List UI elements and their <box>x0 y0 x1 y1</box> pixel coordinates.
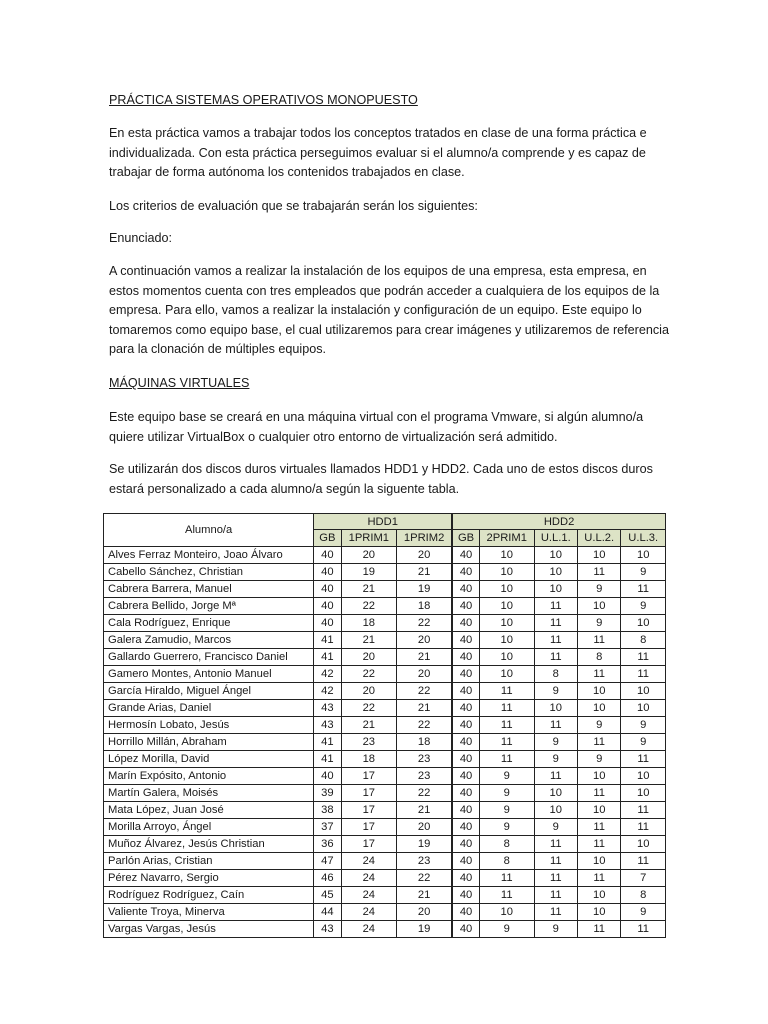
value-cell: 10 <box>577 887 620 904</box>
student-name-cell: Rodríguez Rodríguez, Caín <box>104 887 314 904</box>
value-cell: 11 <box>534 768 577 785</box>
table-row <box>104 666 666 683</box>
value-cell: 11 <box>577 734 620 751</box>
value-cell: 9 <box>621 717 666 734</box>
value-cell: 22 <box>397 717 453 734</box>
table-row <box>104 853 666 870</box>
value-cell: 40 <box>452 904 479 921</box>
value-cell: 40 <box>314 547 341 564</box>
value-cell: 40 <box>452 734 479 751</box>
value-cell: 20 <box>397 632 453 649</box>
table-row <box>104 785 666 802</box>
value-cell: 10 <box>534 700 577 717</box>
hdd1-header: HDD1 <box>314 514 452 530</box>
value-cell: 18 <box>397 598 453 615</box>
value-cell: 40 <box>452 700 479 717</box>
value-cell: 11 <box>577 819 620 836</box>
value-cell: 40 <box>452 547 479 564</box>
value-cell: 10 <box>479 598 534 615</box>
value-cell: 17 <box>341 785 397 802</box>
table-row <box>104 564 666 581</box>
page-title: PRÁCTICA SISTEMAS OPERATIVOS MONOPUESTO <box>109 93 418 107</box>
disk-assignment-table <box>103 513 666 938</box>
value-cell: 20 <box>397 666 453 683</box>
value-cell: 8 <box>479 836 534 853</box>
intro-paragraph: En esta práctica vamos a trabajar todos los conceptos tratados en clase de una forma práctica e individualizada. Con esta práctica perseguimos evaluar si el alumno/a comprende y es capaz de trabajar de forma autónoma los contenidos trabajados en clase. <box>109 126 647 179</box>
value-cell: 45 <box>314 887 341 904</box>
value-cell: 10 <box>577 683 620 700</box>
sub-header: GB <box>452 530 479 547</box>
table-row <box>104 921 666 938</box>
value-cell: 40 <box>452 921 479 938</box>
value-cell: 8 <box>534 666 577 683</box>
value-cell: 40 <box>452 564 479 581</box>
value-cell: 11 <box>479 683 534 700</box>
value-cell: 40 <box>452 666 479 683</box>
value-cell: 17 <box>341 802 397 819</box>
value-cell: 10 <box>621 683 666 700</box>
student-name-cell: Cabrera Bellido, Jorge Mª <box>104 598 314 615</box>
student-name-cell: Cabello Sánchez, Christian <box>104 564 314 581</box>
hdd2-header: HDD2 <box>452 514 665 530</box>
value-cell: 10 <box>479 649 534 666</box>
value-cell: 40 <box>452 717 479 734</box>
value-cell: 9 <box>479 819 534 836</box>
student-name-cell: Gallardo Guerrero, Francisco Daniel <box>104 649 314 666</box>
sub-header: U.L.3. <box>621 530 666 547</box>
student-name-cell: Gamero Montes, Antonio Manuel <box>104 666 314 683</box>
table-row <box>104 581 666 598</box>
value-cell: 40 <box>452 768 479 785</box>
value-cell: 9 <box>479 768 534 785</box>
value-cell: 10 <box>479 904 534 921</box>
value-cell: 9 <box>621 598 666 615</box>
table-row <box>104 632 666 649</box>
value-cell: 17 <box>341 836 397 853</box>
table-group-header-row <box>104 514 666 530</box>
value-cell: 11 <box>479 717 534 734</box>
value-cell: 10 <box>577 802 620 819</box>
student-name-cell: Mata López, Juan José <box>104 802 314 819</box>
value-cell: 9 <box>479 785 534 802</box>
value-cell: 40 <box>452 615 479 632</box>
student-name-cell: Muñoz Álvarez, Jesús Christian <box>104 836 314 853</box>
value-cell: 37 <box>314 819 341 836</box>
student-name-cell: Marín Expósito, Antonio <box>104 768 314 785</box>
value-cell: 43 <box>314 717 341 734</box>
value-cell: 11 <box>621 581 666 598</box>
value-cell: 9 <box>534 921 577 938</box>
student-name-cell: Pérez Navarro, Sergio <box>104 870 314 887</box>
value-cell: 11 <box>577 785 620 802</box>
value-cell: 11 <box>479 887 534 904</box>
value-cell: 9 <box>577 717 620 734</box>
table-row <box>104 768 666 785</box>
value-cell: 11 <box>534 887 577 904</box>
enunciado-label: Enunciado: <box>109 231 173 245</box>
student-name-cell: Vargas Vargas, Jesús <box>104 921 314 938</box>
value-cell: 9 <box>577 751 620 768</box>
student-name-cell: Martín Galera, Moisés <box>104 785 314 802</box>
value-cell: 9 <box>621 564 666 581</box>
value-cell: 8 <box>621 887 666 904</box>
value-cell: 40 <box>452 683 479 700</box>
value-cell: 11 <box>621 751 666 768</box>
table-body <box>104 547 666 938</box>
value-cell: 11 <box>577 921 620 938</box>
value-cell: 40 <box>314 564 341 581</box>
value-cell: 41 <box>314 734 341 751</box>
value-cell: 40 <box>452 802 479 819</box>
value-cell: 11 <box>577 666 620 683</box>
value-cell: 10 <box>534 785 577 802</box>
value-cell: 22 <box>397 615 453 632</box>
table-row <box>104 734 666 751</box>
value-cell: 40 <box>452 887 479 904</box>
value-cell: 10 <box>621 768 666 785</box>
value-cell: 11 <box>479 700 534 717</box>
value-cell: 42 <box>314 683 341 700</box>
value-cell: 43 <box>314 921 341 938</box>
value-cell: 11 <box>534 870 577 887</box>
value-cell: 23 <box>341 734 397 751</box>
table-row <box>104 700 666 717</box>
value-cell: 21 <box>397 700 453 717</box>
value-cell: 11 <box>479 870 534 887</box>
value-cell: 41 <box>314 649 341 666</box>
value-cell: 9 <box>621 904 666 921</box>
value-cell: 23 <box>397 751 453 768</box>
value-cell: 11 <box>621 853 666 870</box>
value-cell: 10 <box>621 547 666 564</box>
value-cell: 9 <box>534 751 577 768</box>
value-cell: 11 <box>621 802 666 819</box>
value-cell: 11 <box>534 853 577 870</box>
value-cell: 9 <box>479 802 534 819</box>
value-cell: 10 <box>534 581 577 598</box>
value-cell: 18 <box>341 615 397 632</box>
value-cell: 38 <box>314 802 341 819</box>
student-name-cell: Horrillo Millán, Abraham <box>104 734 314 751</box>
value-cell: 11 <box>534 632 577 649</box>
value-cell: 8 <box>577 649 620 666</box>
enunciado-paragraph: A continuación vamos a realizar la instalación de los equipos de una empresa, esta empresa, en estos momentos cuenta con tres empleados que podrán acceder a cualquiera de los equipos de la empresa. Para ello, vamos a realizar la instalación y configuración de un equipo. Este equipo lo tomaremos como equipo base, el cual utilizaremos para crear imágenes y utilizaremos de referencia para la clonación de múltiples equipos. <box>109 264 669 356</box>
table-row <box>104 615 666 632</box>
value-cell: 7 <box>621 870 666 887</box>
value-cell: 18 <box>341 751 397 768</box>
value-cell: 40 <box>314 615 341 632</box>
value-cell: 40 <box>452 870 479 887</box>
value-cell: 40 <box>452 836 479 853</box>
table-row <box>104 870 666 887</box>
value-cell: 22 <box>341 666 397 683</box>
value-cell: 10 <box>621 700 666 717</box>
table-row <box>104 904 666 921</box>
value-cell: 11 <box>621 649 666 666</box>
value-cell: 17 <box>341 819 397 836</box>
value-cell: 20 <box>341 547 397 564</box>
value-cell: 10 <box>534 802 577 819</box>
table-row <box>104 836 666 853</box>
value-cell: 20 <box>341 683 397 700</box>
value-cell: 23 <box>397 853 453 870</box>
value-cell: 10 <box>621 785 666 802</box>
value-cell: 40 <box>452 632 479 649</box>
student-name-cell: Hermosín Lobato, Jesús <box>104 717 314 734</box>
value-cell: 20 <box>397 819 453 836</box>
value-cell: 10 <box>577 700 620 717</box>
value-cell: 8 <box>621 632 666 649</box>
sub-header: 1PRIM1 <box>341 530 397 547</box>
value-cell: 9 <box>534 819 577 836</box>
value-cell: 41 <box>314 632 341 649</box>
value-cell: 40 <box>314 598 341 615</box>
value-cell: 10 <box>577 768 620 785</box>
vm-paragraph: Este equipo base se creará en una máquina virtual con el programa Vmware, si algún alumno/a quiere utilizar VirtualBox o cualquier otro entorno de virtualización será admitido. <box>109 410 644 444</box>
table-row <box>104 717 666 734</box>
value-cell: 22 <box>341 700 397 717</box>
value-cell: 10 <box>577 547 620 564</box>
value-cell: 9 <box>534 734 577 751</box>
value-cell: 10 <box>534 564 577 581</box>
value-cell: 11 <box>534 717 577 734</box>
value-cell: 36 <box>314 836 341 853</box>
value-cell: 10 <box>577 853 620 870</box>
value-cell: 11 <box>534 649 577 666</box>
criteria-paragraph: Los criterios de evaluación que se trabajarán serán los siguientes: <box>109 199 478 213</box>
table-row <box>104 802 666 819</box>
value-cell: 42 <box>314 666 341 683</box>
value-cell: 22 <box>397 683 453 700</box>
value-cell: 24 <box>341 887 397 904</box>
value-cell: 21 <box>397 802 453 819</box>
value-cell: 22 <box>341 598 397 615</box>
value-cell: 11 <box>577 836 620 853</box>
value-cell: 19 <box>397 921 453 938</box>
value-cell: 20 <box>397 547 453 564</box>
value-cell: 47 <box>314 853 341 870</box>
value-cell: 10 <box>479 632 534 649</box>
value-cell: 11 <box>621 819 666 836</box>
value-cell: 11 <box>534 598 577 615</box>
value-cell: 20 <box>397 904 453 921</box>
value-cell: 9 <box>577 581 620 598</box>
value-cell: 10 <box>621 836 666 853</box>
table-row <box>104 649 666 666</box>
value-cell: 20 <box>341 649 397 666</box>
value-cell: 9 <box>534 683 577 700</box>
student-name-cell: Valiente Troya, Minerva <box>104 904 314 921</box>
value-cell: 41 <box>314 751 341 768</box>
value-cell: 9 <box>621 734 666 751</box>
student-name-cell: Alves Ferraz Monteiro, Joao Álvaro <box>104 547 314 564</box>
value-cell: 11 <box>621 666 666 683</box>
value-cell: 10 <box>577 904 620 921</box>
value-cell: 11 <box>534 615 577 632</box>
value-cell: 11 <box>577 564 620 581</box>
value-cell: 21 <box>397 564 453 581</box>
value-cell: 24 <box>341 904 397 921</box>
value-cell: 24 <box>341 870 397 887</box>
sub-header: U.L.1. <box>534 530 577 547</box>
value-cell: 10 <box>479 615 534 632</box>
value-cell: 19 <box>397 836 453 853</box>
value-cell: 40 <box>452 649 479 666</box>
sub-header: 1PRIM2 <box>397 530 453 547</box>
value-cell: 10 <box>479 547 534 564</box>
value-cell: 18 <box>397 734 453 751</box>
value-cell: 19 <box>397 581 453 598</box>
table-row <box>104 887 666 904</box>
value-cell: 40 <box>314 581 341 598</box>
value-cell: 17 <box>341 768 397 785</box>
value-cell: 11 <box>534 836 577 853</box>
student-column-header: Alumno/a <box>104 514 314 547</box>
value-cell: 22 <box>397 870 453 887</box>
student-name-cell: Cabrera Barrera, Manuel <box>104 581 314 598</box>
value-cell: 9 <box>577 615 620 632</box>
value-cell: 10 <box>479 564 534 581</box>
value-cell: 19 <box>341 564 397 581</box>
value-cell: 40 <box>452 853 479 870</box>
student-name-cell: Morilla Arroyo, Ángel <box>104 819 314 836</box>
vm-heading: MÁQUINAS VIRTUALES <box>109 376 250 390</box>
disks-paragraph: Se utilizarán dos discos duros virtuales llamados HDD1 y HDD2. Cada uno de estos discos duros estará personalizado a cada alumno/a según la siguente tabla. <box>109 462 653 496</box>
student-name-cell: García Hiraldo, Miguel Ángel <box>104 683 314 700</box>
student-name-cell: López Morilla, David <box>104 751 314 768</box>
sub-header: 2PRIM1 <box>479 530 534 547</box>
value-cell: 10 <box>621 615 666 632</box>
value-cell: 11 <box>479 734 534 751</box>
value-cell: 24 <box>341 921 397 938</box>
student-name-cell: Parlón Arias, Cristian <box>104 853 314 870</box>
value-cell: 22 <box>397 785 453 802</box>
student-name-cell: Galera Zamudio, Marcos <box>104 632 314 649</box>
value-cell: 40 <box>452 819 479 836</box>
value-cell: 11 <box>577 870 620 887</box>
value-cell: 40 <box>452 598 479 615</box>
table-row <box>104 598 666 615</box>
value-cell: 11 <box>577 632 620 649</box>
table-row <box>104 547 666 564</box>
table-row <box>104 683 666 700</box>
value-cell: 21 <box>341 632 397 649</box>
sub-header: U.L.2. <box>577 530 620 547</box>
value-cell: 11 <box>534 904 577 921</box>
value-cell: 11 <box>621 921 666 938</box>
student-name-cell: Cala Rodríguez, Enrique <box>104 615 314 632</box>
table-row <box>104 751 666 768</box>
sub-header: GB <box>314 530 341 547</box>
value-cell: 10 <box>479 666 534 683</box>
value-cell: 23 <box>397 768 453 785</box>
value-cell: 11 <box>479 751 534 768</box>
value-cell: 44 <box>314 904 341 921</box>
value-cell: 9 <box>479 921 534 938</box>
value-cell: 40 <box>452 751 479 768</box>
value-cell: 8 <box>479 853 534 870</box>
value-cell: 24 <box>341 853 397 870</box>
value-cell: 40 <box>452 785 479 802</box>
value-cell: 10 <box>534 547 577 564</box>
student-name-cell: Grande Arias, Daniel <box>104 700 314 717</box>
value-cell: 40 <box>452 581 479 598</box>
value-cell: 39 <box>314 785 341 802</box>
value-cell: 21 <box>397 887 453 904</box>
table-row <box>104 819 666 836</box>
value-cell: 43 <box>314 700 341 717</box>
value-cell: 40 <box>314 768 341 785</box>
value-cell: 46 <box>314 870 341 887</box>
value-cell: 10 <box>577 598 620 615</box>
value-cell: 21 <box>341 581 397 598</box>
value-cell: 10 <box>479 581 534 598</box>
value-cell: 21 <box>397 649 453 666</box>
value-cell: 21 <box>341 717 397 734</box>
